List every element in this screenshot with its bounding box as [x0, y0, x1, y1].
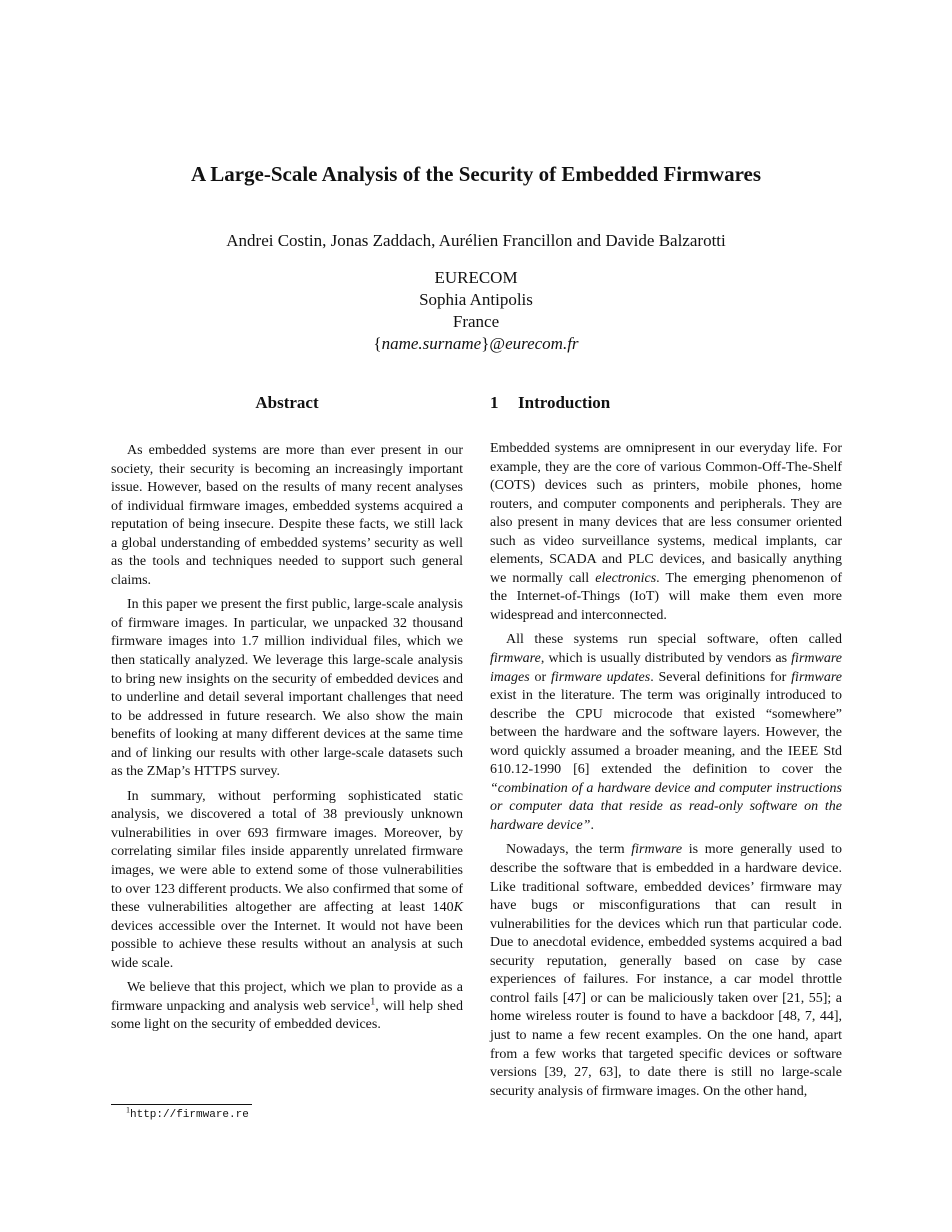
- section-number: 1: [490, 393, 499, 412]
- footnote-divider: [111, 1104, 252, 1105]
- abstract-column: [111, 392, 463, 1041]
- footnote: $^1$http://firmware.re: [126, 1105, 249, 1121]
- intro-paragraph-2: All these systems run special software, often called firmware, which is usually distributed by vendors as firmware images or firmware updates. Several definitions for firmware exist in the literature. The term was originally introduced to describe the CPU microcode that existed “somewhere” between the hardware and the software layers. However, the word quickly assumed a broader meaning, and the IEEE Std 610.12-1990 [6] extended the definition to cover the “combination of a hardware device and computer instructions or computer data that reside as read-only software on the hardware device”.: [490, 632, 842, 833]
- abstract-paragraph-1: As embedded systems are more than ever present in our society, their security is becoming an increasingly important issue. However, based on the results of many recent analyses of individual firmware images, embedded systems acquired a reputation of being insecure. Despite these facts, we still lack a global understanding of embedded systems’ security as well as the tools and techniques needed to support such general claims.: [111, 443, 463, 588]
- email-address: {name.surname}@eurecom.fr: [373, 334, 579, 353]
- paper-title: A Large-Scale Analysis of the Security of Embedded Firmwares: [190, 162, 762, 186]
- abstract-heading: Abstract: [255, 393, 319, 412]
- intro-paragraph-3: Nowadays, the term firmware is more generally used to describe the software that is embedded in a hardware device. Like traditional software, embedded devices’ firmware may have bugs or misconfigurations that can result in vulnerabilities for the devices which run that particular code. Due to anecdotal evidence, embedded systems acquired a bad security reputation, generally based on case by case experiences of failures. For instance, a car model throttle control fails [47] or can be maliciously taken over [21, 55]; a home wireless router is found to have a backdoor [48, 7, 44], just to name a few recent examples. On the one hand, apart from a few works that targeted specific devices or software versions [39, 27, 63], to date there is still no large-scale security analysis of firmware images. On the other hand,: [490, 842, 842, 1099]
- introduction-heading: 1 Introduction: [490, 393, 611, 412]
- footnote-marker: 1: [370, 996, 376, 1008]
- abstract-paragraph-4: We believe that this project, which we plan to provide as a firmware unpacking and analysis web service$^1$, will help shed some light on the security of embedded devices.: [111, 980, 463, 1033]
- country: France: [452, 312, 500, 331]
- footnote-url[interactable]: http://firmware.re: [130, 1109, 249, 1121]
- author-list: Andrei Costin, Jonas Zaddach, Aurélien Francillon and Davide Balzarotti: [226, 231, 726, 250]
- institution: EURECOM: [434, 268, 518, 287]
- abstract-paragraph-2: In this paper we present the first public, large-scale analysis of firmware images. In particular, we unpacked 32 thousand firmware images into 1.7 million individual files, which we then statically analyzed. We leverage this large-scale analysis to bring new insights on the security of embedded devices and to underline and detail several important challenges that need to be addressed in future research. We also show the main benefits of looking at many different devices at the same time and of linking our results with other large-scale datasets such as the ZMap’s HTTPS survey.: [111, 597, 463, 780]
- city: Sophia Antipolis: [419, 290, 533, 309]
- intro-paragraph-1: Embedded systems are omnipresent in our everyday life. For example, they are the core of various Common-Off-The-Shelf (COTS) devices such as printers, mobile phones, home routers, and computer components and peripherals. They are also present in many devices that are less consumer oriented such as video surveillance systems, medical implants, car elements, SCADA and PLC devices, and basically anything we normally call electronics. The emerging phenomenon of the Internet-of-Things (IoT) will make them even more widespread and interconnected.: [490, 441, 843, 623]
- abstract-paragraph-3: In summary, without performing sophisticated static analysis, we discovered a total of 38 previously unknown vulnerabilities in over 693 firmware images. Moreover, by correlating similar files inside apparently unrelated firmware images, we were able to extend some of those vulnerabilities to over 123 different products. We also confirmed that some of these vulnerabilities altogether are affecting at least 140K devices accessible over the Internet. It would not have been possible to achieve these results without an analysis at such wide scale.: [111, 788, 463, 971]
- introduction-column: [490, 392, 842, 1107]
- affiliation-block: [0, 267, 952, 355]
